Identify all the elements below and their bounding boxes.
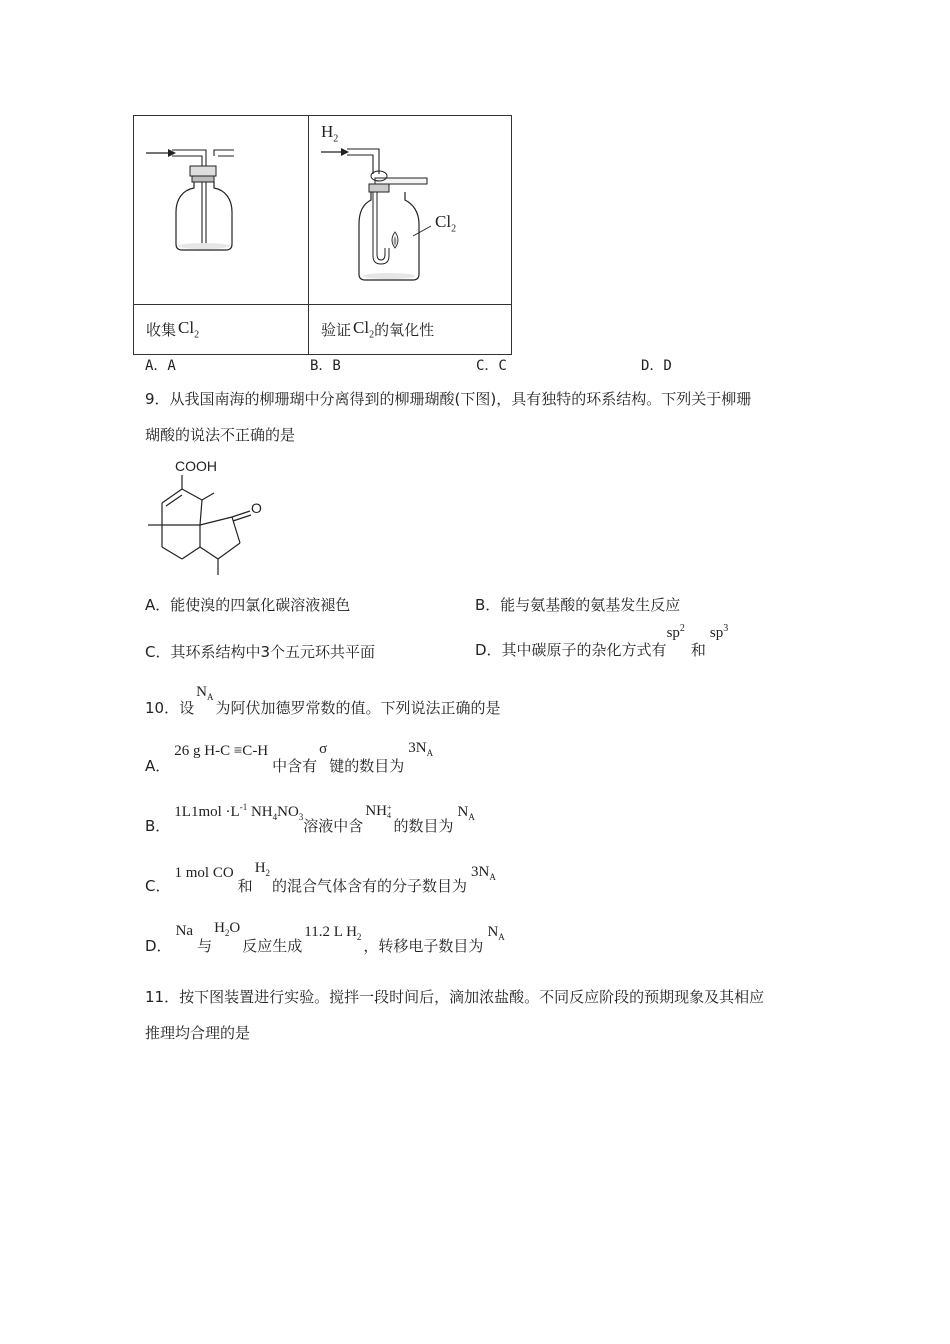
q11-stem-line2: 推理均合理的是 <box>145 1024 251 1042</box>
apparatus-cell-oxidation <box>309 116 512 305</box>
apparatus-cell-collect <box>134 116 309 305</box>
apparatus-table <box>133 115 512 355</box>
q9-option-a[interactable]: A．能使溴的四氯化碳溶液褪色 <box>145 596 351 614</box>
caption-verify-oxidation: 验证 $Cl_2$ 的氧化性 <box>309 305 512 355</box>
ketone-o-label: O <box>251 500 262 516</box>
q10-option-a[interactable]: A． 26 g H-C ≡C-H 中含有 σ 键的数目为 $3N_A$ <box>145 740 434 775</box>
q8-option-b[interactable]: B．B <box>310 358 341 374</box>
q11-stem-line1: 11．按下图装置进行实验。搅拌一段时间后，滴加浓盐酸。不同反应阶段的预期现象及其相应 <box>145 988 765 1006</box>
q10-stem: 10．设 $N_A$ 为阿伏加德罗常数的值。下列说法正确的是 <box>145 684 501 717</box>
q10-option-c[interactable]: C． 1 mol CO 和 $H_2$ 的混合气体含有的分子数目为 $3N_A$ <box>145 860 496 895</box>
q9-stem-line2: 瑚酸的说法不正确的是 <box>145 426 296 444</box>
q8-option-d[interactable]: D．D <box>641 358 672 374</box>
q8-option-c[interactable]: C．C <box>476 358 507 374</box>
caption-collect-cl2: 收集 $Cl_2$ <box>134 305 309 355</box>
q9-option-b[interactable]: B．能与氨基酸的氨基发生反应 <box>475 596 681 614</box>
q9-option-c[interactable]: C．其环系结构中3个五元环共平面 <box>145 643 376 661</box>
q9-stem-line1: 9．从我国南海的柳珊瑚中分离得到的柳珊瑚酸(下图)，具有独特的环系结构。下列关于柳珊 <box>145 390 752 408</box>
subergorgic-acid-structure <box>140 455 280 585</box>
cooh-label: COOH <box>175 458 217 474</box>
cl2-label: $Cl_2$ <box>435 212 457 235</box>
hydrogen-burning-in-chlorine-figure <box>309 116 511 300</box>
gas-collection-bottle-figure <box>134 116 308 300</box>
q10-option-b[interactable]: B． $1L1mol \cdot L^{-1}$ $NH_4NO_3$ 溶液中含 NH + 4 的数目为 $N_A$ <box>145 802 475 835</box>
h2-label: $H_2$ <box>321 122 339 145</box>
q10-option-d[interactable]: D． Na 与 $H_2O$ 反应生成 11.2 L $H_2$ ，转移电子数目为 $N_A$ <box>145 920 505 955</box>
q9-option-d[interactable]: D．其中碳原子的杂化方式有 $sp^2$ 和 $sp^3$ <box>475 623 729 659</box>
q8-option-a[interactable]: A．A <box>145 358 176 374</box>
